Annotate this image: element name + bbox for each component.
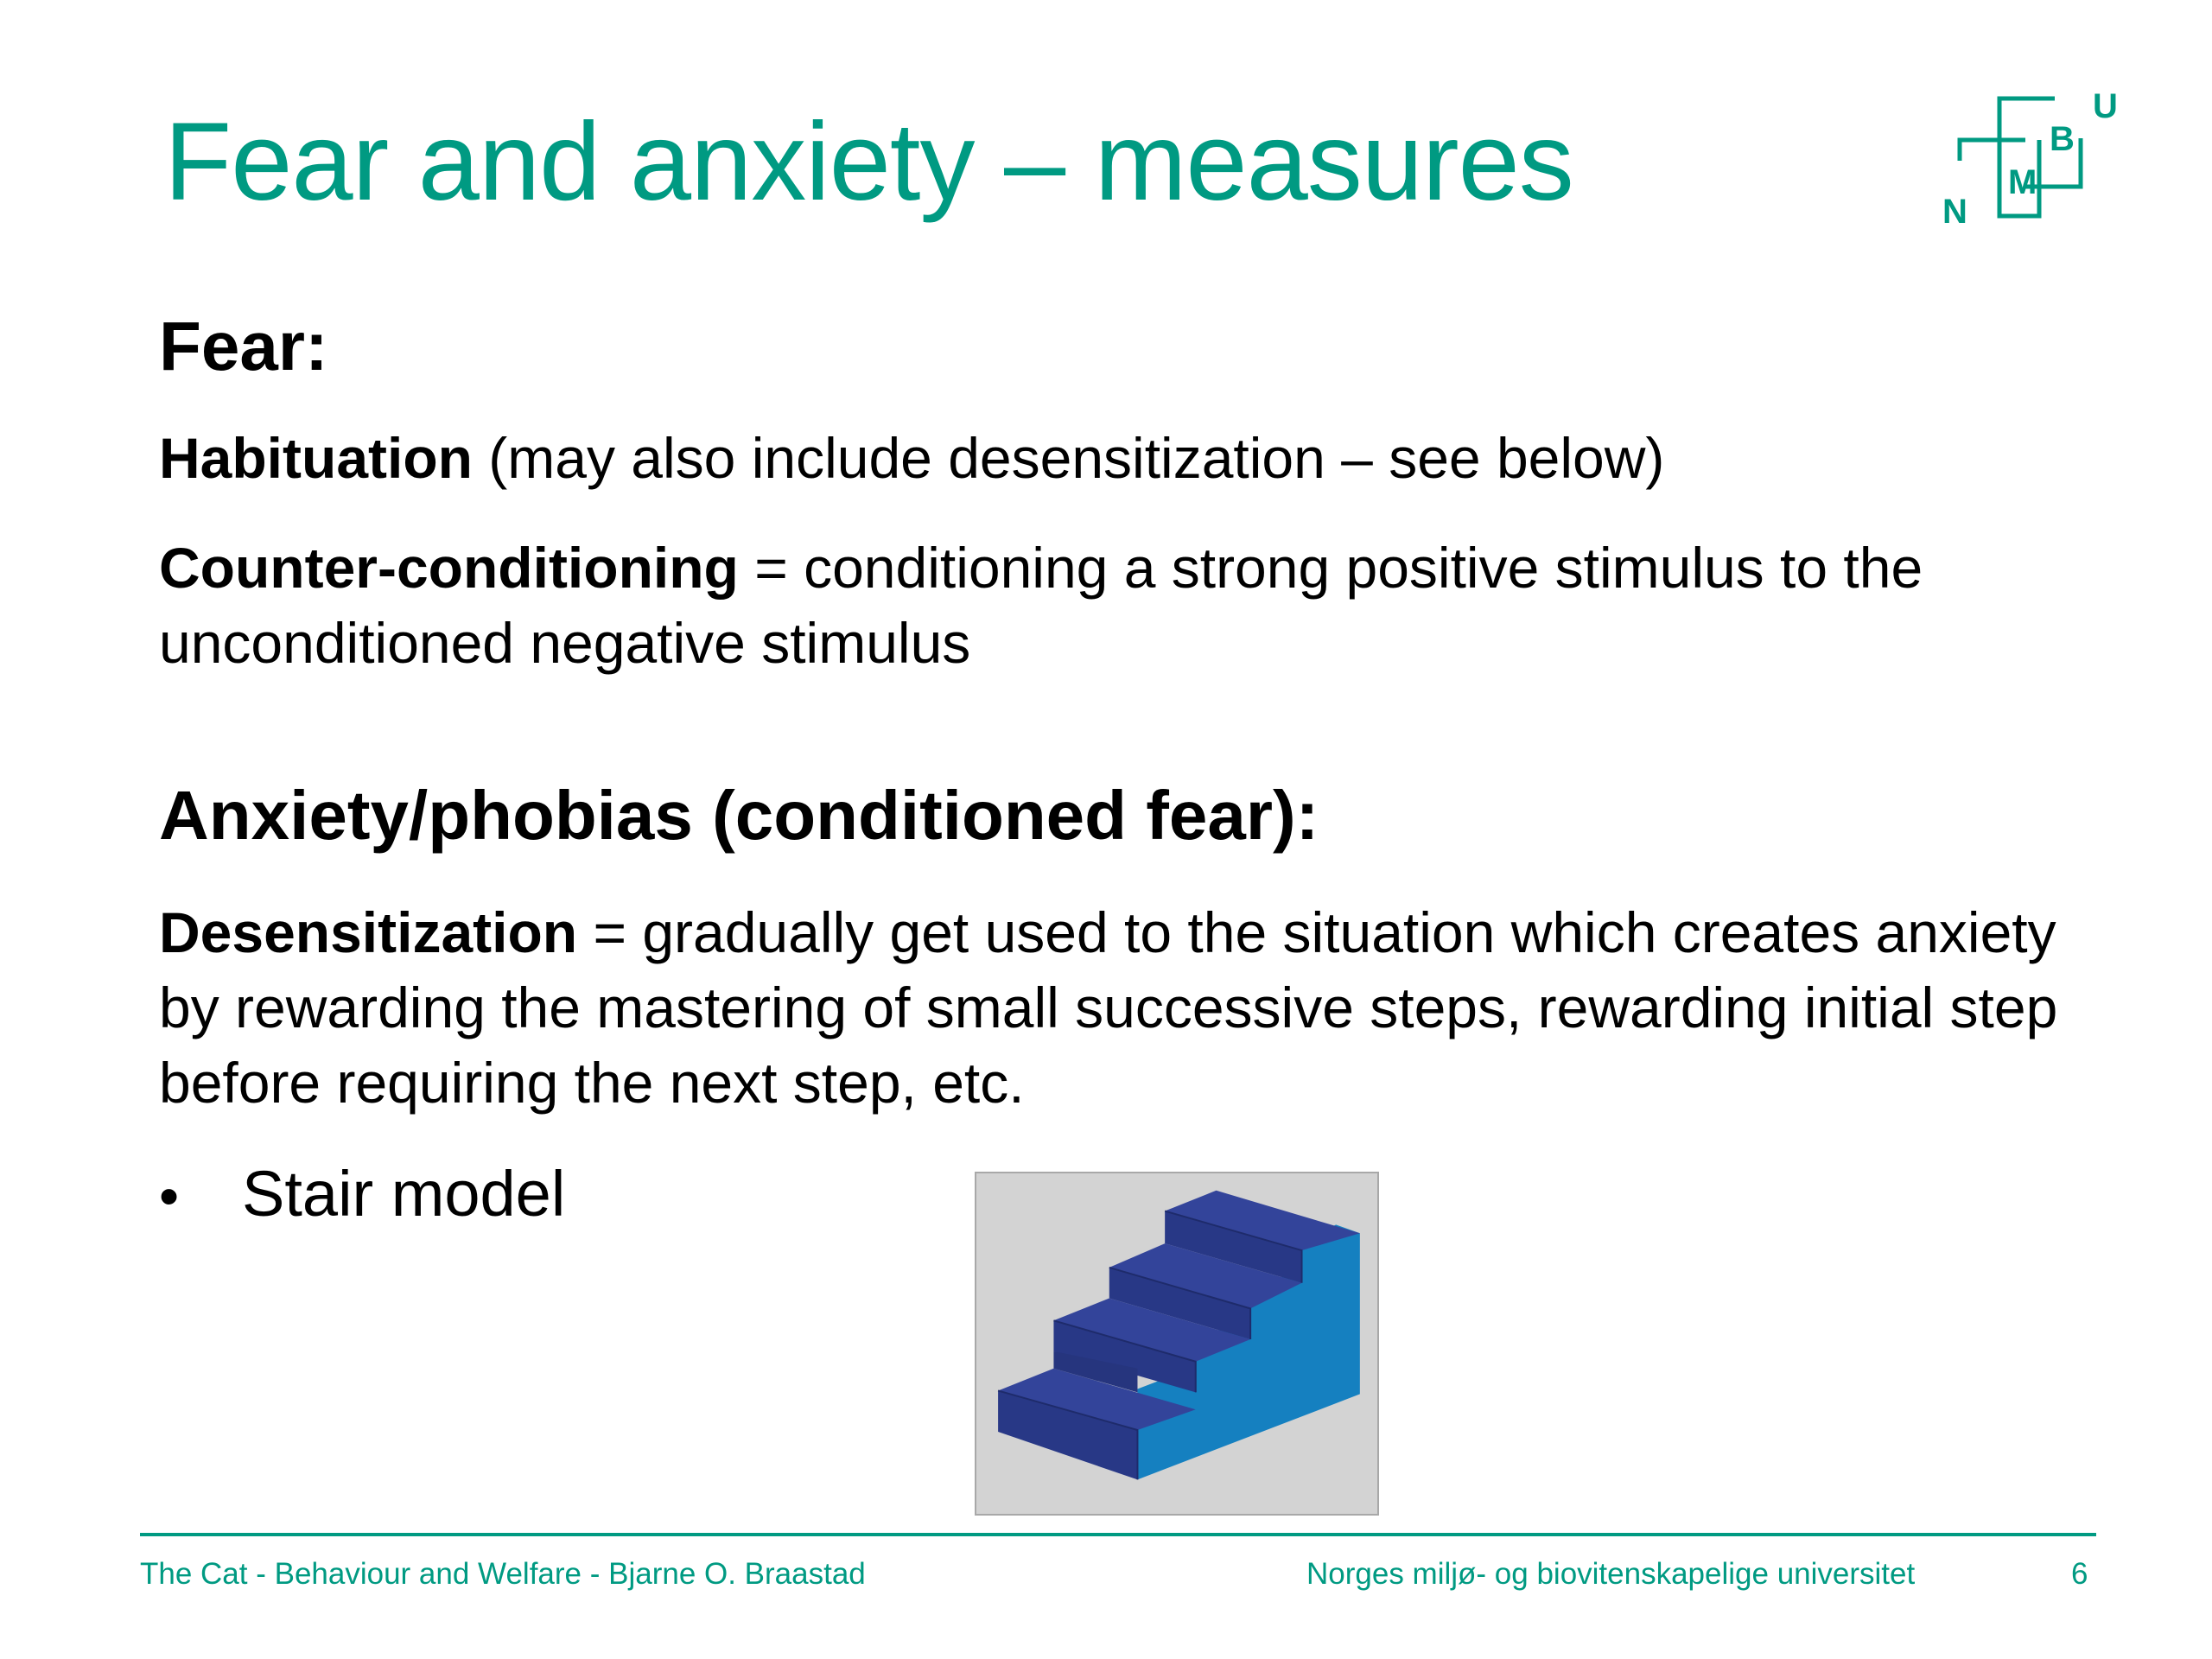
footer-page-number: 6: [2071, 1557, 2088, 1591]
bullet-text: Stair model: [242, 1158, 566, 1230]
counter-conditioning-paragraph: [159, 531, 2112, 681]
desensitization-text: = gradually get used to the situation which creates anxiety by rewarding the mastering of small successive steps, rewarding initial step before requiring the next step, etc.: [159, 900, 2058, 1115]
habituation-paragraph: [159, 421, 2112, 496]
nmbu-logo-icon: [1936, 86, 2126, 242]
stair-icon: [976, 1173, 1377, 1514]
logo-letter-b: B: [2050, 120, 2075, 158]
logo-letter-m: M: [2008, 163, 2037, 201]
counter-conditioning-text: = conditioning a strong positive stimulus to the unconditioned negative stimulus: [159, 536, 1923, 675]
stair-model-image: [975, 1172, 1379, 1516]
bullet-icon: •: [159, 1164, 180, 1228]
counter-conditioning-term: Counter-conditioning: [159, 536, 739, 600]
desensitization-term: Desensitization: [159, 900, 578, 964]
fear-heading: Fear:: [159, 308, 328, 385]
anxiety-heading: Anxiety/phobias (conditioned fear):: [159, 777, 1319, 854]
footer-divider: [140, 1533, 2096, 1536]
footer-course-title: The Cat - Behaviour and Welfare - Bjarne O. Braastad: [140, 1557, 866, 1591]
slide-title: Fear and anxiety – measures: [164, 100, 1573, 224]
habituation-text: (may also include desensitization – see below): [472, 426, 1665, 490]
nmbu-logo: [1936, 86, 2126, 242]
footer-university-name: Norges miljø- og biovitenskapelige universitet: [1306, 1557, 1916, 1591]
logo-letter-n: N: [1942, 193, 1967, 231]
desensitization-paragraph: [159, 895, 2112, 1121]
habituation-term: Habituation: [159, 426, 473, 490]
logo-letter-u: U: [2093, 87, 2118, 125]
slide-content: [159, 307, 2112, 1235]
